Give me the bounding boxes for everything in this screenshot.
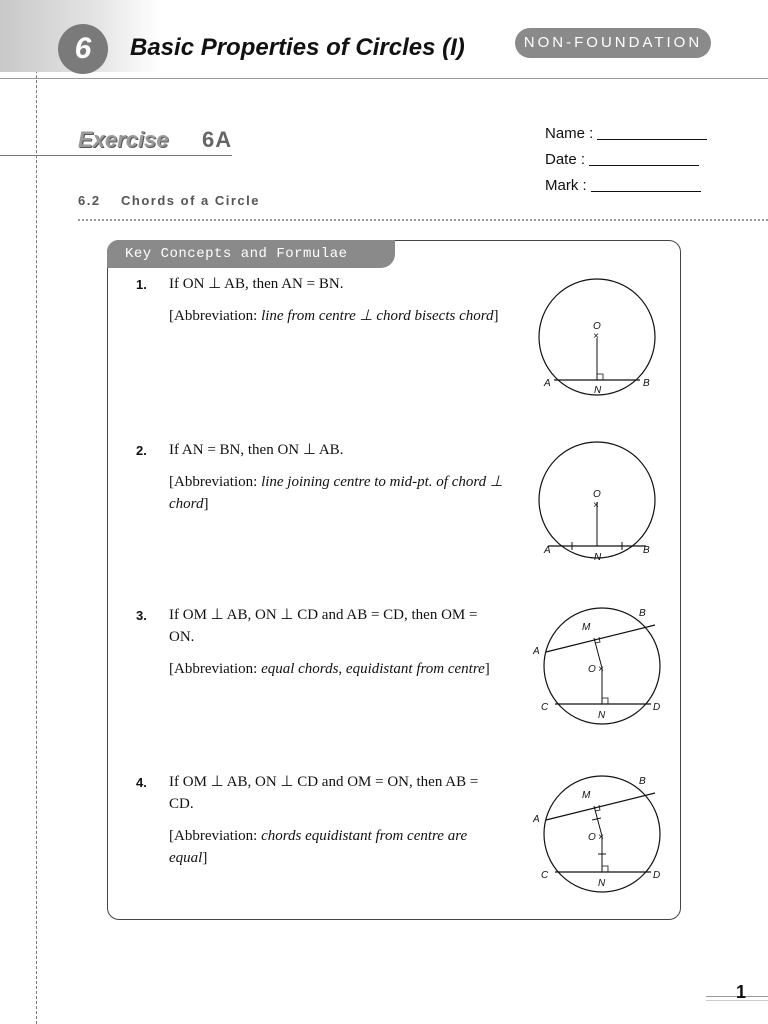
item-number: 1. (136, 277, 147, 292)
label-b: B (643, 378, 650, 389)
item-abbreviation (169, 305, 514, 327)
label-m: M (582, 622, 591, 633)
date-label: Date : (545, 151, 586, 168)
mark-field (545, 177, 701, 194)
centre-mark: × (598, 832, 604, 843)
name-blank[interactable] (597, 139, 707, 140)
header-rule (0, 78, 768, 79)
right-angle-mark (602, 698, 608, 704)
label-a: A (544, 378, 551, 389)
figure-3-diagram (528, 602, 673, 727)
item-abbreviation (169, 471, 514, 515)
label-o: O (593, 321, 601, 332)
name-label: Name : (545, 125, 594, 142)
chord-ab (546, 793, 655, 820)
mark-label: Mark : (545, 177, 587, 194)
label-o: O (588, 832, 596, 843)
abbr-text: equal chords, equidistant from centre (261, 661, 485, 677)
exercise-number: 6A (202, 127, 233, 152)
binder-margin-line (36, 0, 37, 1024)
label-m: M (582, 790, 591, 801)
figure-4-diagram (528, 770, 673, 895)
abbr-prefix: [Abbreviation: (169, 661, 262, 677)
abbr-suffix: ] (202, 850, 208, 866)
label-a: A (533, 646, 540, 657)
item-abbreviation (169, 658, 514, 680)
chord-ab (546, 625, 655, 652)
abbr-prefix: [Abbreviation: (169, 828, 262, 844)
chapter-title: Basic Properties of Circles (I) (130, 34, 465, 61)
label-c: C (541, 702, 549, 713)
item-statement: If AN = BN, then ON ⊥ AB. (169, 442, 344, 458)
label-n: N (594, 385, 602, 396)
abbr-suffix: ] (203, 496, 209, 512)
chapter-number-badge: 6 (58, 24, 108, 74)
abbr-suffix: ] (484, 661, 490, 677)
date-blank[interactable] (589, 165, 699, 166)
label-b: B (639, 608, 646, 619)
centre-mark: × (593, 500, 599, 511)
label-c: C (541, 870, 549, 881)
key-concepts-title: Key Concepts and Formulae (107, 240, 395, 268)
item-statement: If ON ⊥ AB, then AN = BN. (169, 276, 344, 292)
label-n: N (598, 878, 606, 889)
exercise-underline (0, 155, 232, 156)
item-number: 3. (136, 608, 147, 623)
abbr-text: line joining centre to mid-pt. of chord ⊥ chord (169, 474, 503, 512)
label-b: B (639, 776, 646, 787)
label-o: O (588, 664, 596, 675)
section-heading: 6.2 Chords of a Circle (78, 193, 260, 208)
dotted-divider (78, 219, 768, 221)
item-number: 4. (136, 775, 147, 790)
abbr-text: line from centre ⊥ chord bisects chord (261, 308, 494, 324)
page-number: 1 (736, 982, 747, 1002)
right-angle-mark (597, 374, 603, 380)
item-abbreviation (169, 825, 499, 869)
abbr-prefix: [Abbreviation: (169, 474, 262, 490)
figure-1-diagram (530, 272, 670, 402)
label-n: N (598, 710, 606, 721)
centre-mark: × (598, 664, 604, 675)
label-n: N (594, 552, 602, 563)
name-field (545, 125, 707, 142)
abbr-prefix: [Abbreviation: (169, 308, 262, 324)
exercise-title: Exercise (78, 127, 169, 152)
figure-2-diagram (530, 438, 670, 568)
label-d: D (653, 870, 661, 881)
label-a: A (544, 545, 551, 556)
label-a: A (533, 814, 540, 825)
label-o: O (593, 489, 601, 500)
abbr-suffix: ] (493, 308, 499, 324)
right-angle-mark (602, 866, 608, 872)
centre-mark: × (593, 331, 599, 342)
abbr-text: chords equidistant from centre are equal (169, 828, 468, 866)
item-statement: If OM ⊥ AB, ON ⊥ CD and OM = ON, then AB = CD. (169, 774, 479, 812)
label-b: B (643, 545, 650, 556)
item-number: 2. (136, 443, 147, 458)
mark-blank[interactable] (591, 191, 701, 192)
tick-mark (592, 818, 601, 820)
level-badge: NON-FOUNDATION (515, 28, 711, 58)
date-field (545, 151, 699, 168)
item-statement: If OM ⊥ AB, ON ⊥ CD and AB = CD, then OM = ON. (169, 607, 478, 645)
label-d: D (653, 702, 661, 713)
